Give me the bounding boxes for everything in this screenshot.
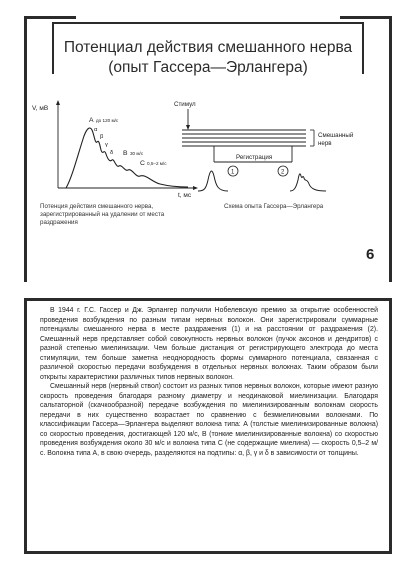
y-axis-arrow [56, 100, 60, 105]
experiment-scheme [174, 101, 354, 191]
right-figure-caption: Схема опыта Гассера—Эрлангера [224, 203, 324, 210]
left-figure-caption: Потенция действия смешанного нерва, зарегистрированный на удалении от места раздражения [40, 203, 165, 226]
gamma-label: γ [105, 142, 108, 148]
alpha-label: α [94, 127, 98, 133]
body-text [40, 306, 378, 458]
peak-c-speed: 0,5–2 м/с [147, 161, 167, 166]
frame-top-edge-right [340, 16, 392, 19]
page-number: 6 [366, 246, 375, 263]
action-potential-graph [32, 100, 198, 199]
site-2-label: 2 [281, 169, 285, 176]
recording-1-waveform [198, 171, 228, 191]
potential-curve [66, 128, 188, 188]
peak-a-speed: до 120 м/с [96, 118, 119, 123]
page-title-line2: (опыт Гассера—Эрлангера) [108, 59, 308, 76]
peak-a-label: A [89, 117, 94, 124]
nerve-label-line2: нерв [318, 140, 332, 147]
site-1-label: 1 [231, 169, 235, 176]
frame-top-edge-left [24, 16, 76, 19]
nerve-label-line1: Смешанный [318, 132, 354, 139]
stimulus-label: Стимул [174, 101, 196, 108]
body-paragraph-1: В 1944 г. Г.С. Гассер и Дж. Эрлангер получили Нобелевскую премию за открытие особенностей проведения возбуждения по разным типам нервных волокон. Они зарегистрировали суммарные потенциалы смешанного нерва в месте раздражения (1) и на расстоянии от раздражения (2). Смешанный нерв представляет собой совокупность нервных волокон (пучок аксонов и дендритов) с разной степенью миелинизации. Чем больше дистанция от регистрирующего электрода до места стимуляции, тем больше заметна неоднородность формы суммарного потенциала, связанная с различной скоростью передачи возбуждения в отдельных нервных волокнах. Таким образом были открыты характеристики различных типов нервных волокон. [40, 307, 378, 381]
beta-label: β [100, 134, 104, 140]
page-title-line1: Потенциал действия смешанного нерва [63, 39, 353, 56]
body-paragraph-2: Смешанный нерв (нервный ствол) состоит из разных типов нервных волокон, которые имеют разную скорость проведения благодаря разному диаметру и неодинаковой миелинизации. Благодаря сальтаторной (скачкообразной) передаче возбуждения по миелинизированным волокнам скорость передачи в них существенно возрастает по сравнению с безмиелиновыми волокнами. По классификации Гассера—Эрлангера выделяют волокна типа: А (толстые миелинизированные волокна) со скоростью проведения, достигающей 120 м/с, В (тонкие миелинизированные волокна) со скоростью проведения возбуждения около 30 м/с и волокна типа С (не содержащие миелина) — скорость 0,5–2 м/с. Волокна типа А, в свою очередь, разделяются на подтипы: α, β, γ и δ в зависимости от толщины. [40, 383, 378, 457]
delta-label: δ [110, 150, 114, 156]
x-axis-label: t, мс [178, 192, 192, 199]
peak-b-speed: 30 м/с [130, 151, 144, 156]
stimulus-arrow [186, 125, 190, 130]
registration-label: Регистрация [236, 154, 273, 161]
peak-c-label: C [140, 160, 145, 167]
recording-2-waveform [290, 174, 326, 191]
peak-b-label: B [123, 150, 128, 157]
y-axis-label: V, мВ [32, 105, 49, 112]
x-axis-arrow [193, 186, 198, 190]
